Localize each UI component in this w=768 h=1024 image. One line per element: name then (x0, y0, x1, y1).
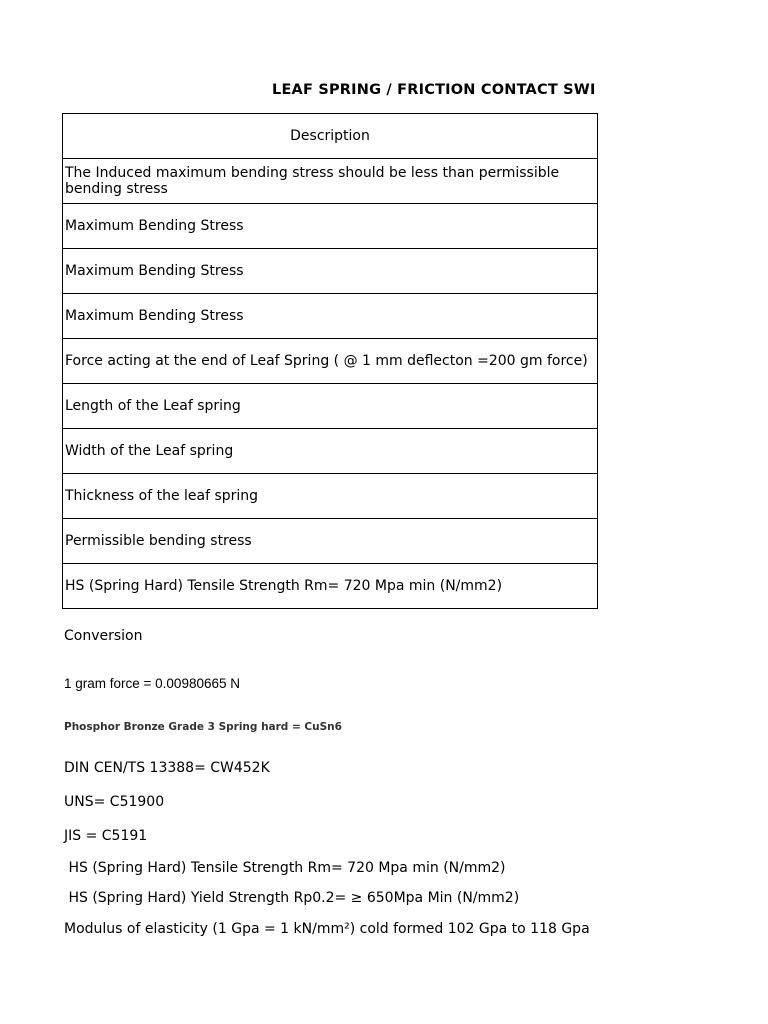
table-row (63, 384, 598, 429)
din-designation: DIN CEN/TS 13388= CW452K (64, 760, 270, 776)
uns-designation: UNS= C51900 (64, 794, 165, 810)
material-grade: Phosphor Bronze Grade 3 Spring hard = CuSn6 (64, 721, 342, 733)
yield-strength: HS (Spring Hard) Yield Strength Rp0.2= ≥ 650Mpa Min (N/mm2) (64, 890, 520, 906)
table-row (63, 519, 598, 564)
table-cell: HS (Spring Hard) Tensile Strength Rm= 720 Mpa min (N/mm2) (63, 564, 598, 609)
table-cell: Maximum Bending Stress (63, 249, 598, 294)
table-cell: Thickness of the leaf spring (63, 474, 598, 519)
page-title: LEAF SPRING / FRICTION CONTACT SWI (272, 82, 596, 98)
gram-force-conversion: 1 gram force = 0.00980665 N (64, 676, 240, 691)
table-cell: Width of the Leaf spring (63, 429, 598, 474)
tensile-strength: HS (Spring Hard) Tensile Strength Rm= 720 Mpa min (N/mm2) (64, 860, 506, 876)
table-cell: Force acting at the end of Leaf Spring ( @ 1 mm deflecton =200 gm force) (63, 339, 598, 384)
conversion-heading: Conversion (64, 628, 143, 644)
table-row (63, 339, 598, 384)
jis-designation: JIS = C5191 (64, 828, 148, 844)
table-header-row (63, 114, 598, 159)
description-header: Description (63, 114, 598, 159)
table-row (63, 429, 598, 474)
table-cell: Maximum Bending Stress (63, 294, 598, 339)
table-cell: Permissible bending stress (63, 519, 598, 564)
table-row (63, 294, 598, 339)
table-cell: Maximum Bending Stress (63, 204, 598, 249)
table-row (63, 159, 598, 204)
description-table (62, 113, 598, 609)
table-row (63, 564, 598, 609)
table-cell: Length of the Leaf spring (63, 384, 598, 429)
title-clip (62, 80, 598, 102)
modulus-of-elasticity: Modulus of elasticity (1 Gpa = 1 kN/mm²) cold formed 102 Gpa to 118 Gpa (64, 921, 590, 937)
table-row (63, 204, 598, 249)
table-cell: The Induced maximum bending stress should be less than permissible bending stress (63, 159, 598, 204)
table-row (63, 474, 598, 519)
table-row (63, 249, 598, 294)
